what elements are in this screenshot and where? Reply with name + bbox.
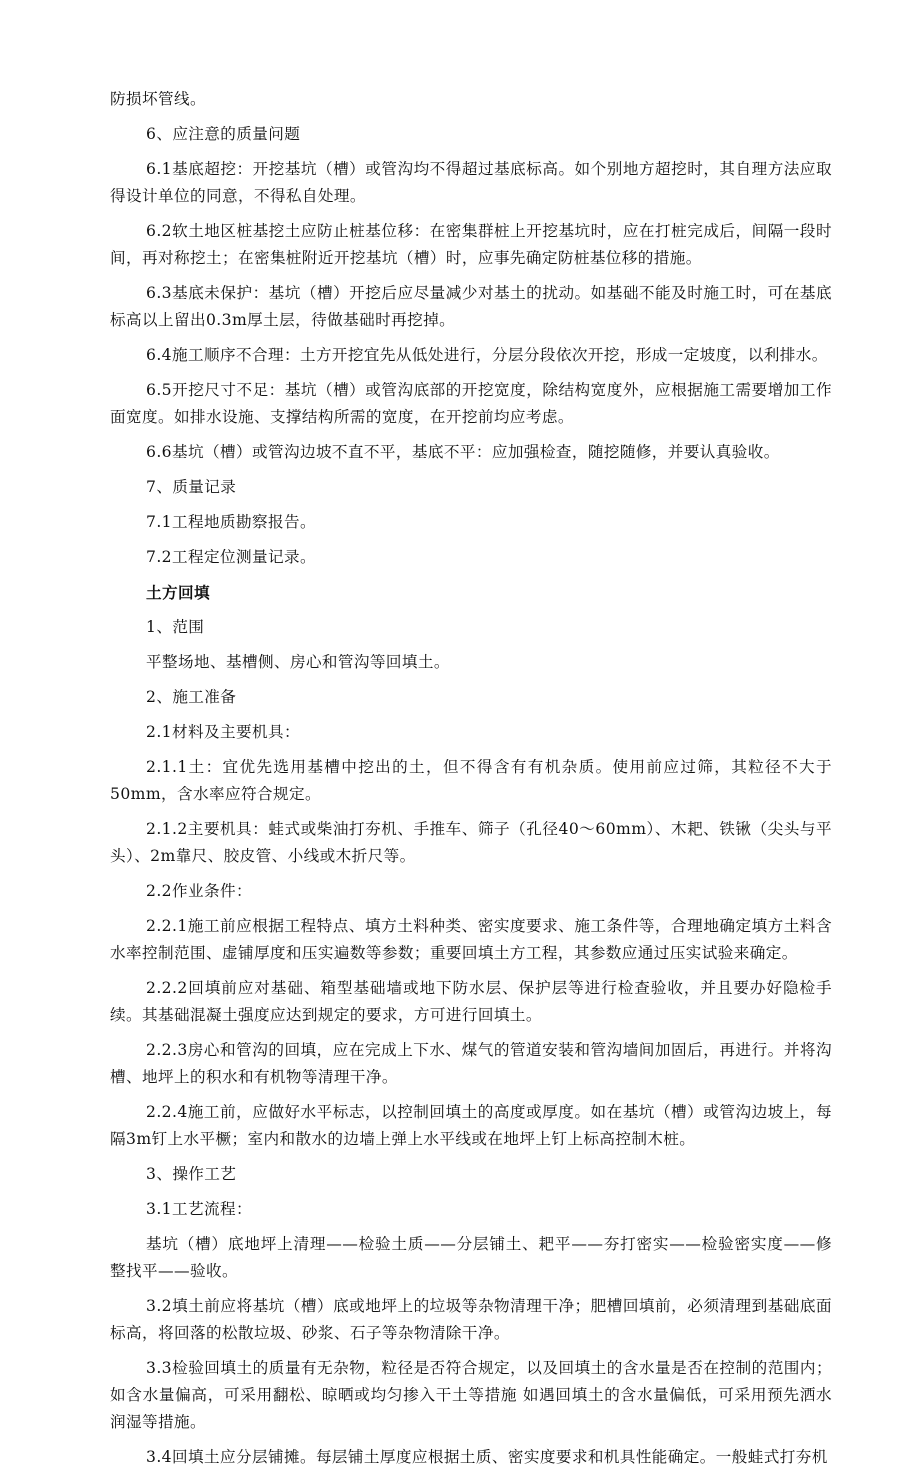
paragraph-7-1: 7.1工程地质勘察报告。 [146, 513, 316, 531]
section-heading-quality-records: 7、质量记录 [146, 478, 237, 496]
paragraph-6-2: 6.2软土地区桩基挖土应防止桩基位移：在密集群桩上开挖基坑时，应在打桩完成后，间隔一段时间，再对称挖土；在密集桩附近开挖基坑（槽）时，应事先确定防桩基位移的措施。 [110, 222, 832, 267]
paragraph-2-2: 2.2作业条件： [146, 882, 252, 900]
paragraph-3-4: 3.4回填土应分层铺摊。每层铺土厚度应根据土质、密实度要求和机具性能确定。一般蛙式打夯机 [146, 1448, 828, 1466]
paragraph-6-1: 6.1基底超挖：开挖基坑（槽）或管沟均不得超过基底标高。如个别地方超挖时，其自理方法应取得设计单位的同意，不得私自处理。 [110, 160, 832, 205]
paragraph-7-2: 7.2工程定位测量记录。 [146, 548, 316, 566]
section-heading-process: 3、操作工艺 [146, 1165, 237, 1183]
paragraph-3-2: 3.2填土前应将基坑（槽）底或地坪上的垃圾等杂物清理干净；肥槽回填前，必须清理到基础底面标高，将回落的松散垃圾、砂浆、石子等杂物清除干净。 [110, 1297, 832, 1342]
paragraph-3-3: 3.3检验回填土的质量有无杂物，粒径是否符合规定，以及回填土的含水量是否在控制的范围内；如含水量偏高，可采用翻松、晾晒或均匀掺入干土等措施 如遇回填土的含水量偏低，可采用预先洒水润湿等措施。 [110, 1359, 832, 1431]
section-heading-scope: 1、范围 [146, 618, 205, 636]
paragraph-2-1-1: 2.1.1土：宜优先选用基槽中挖出的土，但不得含有有机杂质。使用前应过筛，其粒径不大于50mm，含水率应符合规定。 [110, 758, 832, 803]
chapter-title-backfill: 土方回填 [146, 583, 210, 602]
paragraph-2-2-3: 2.2.3房心和管沟的回填，应在完成上下水、煤气的管道安装和管沟墙间加固后，再进行。并将沟槽、地坪上的积水和有机物等清理干净。 [110, 1041, 832, 1086]
paragraph-continuation: 防损坏管线。 [110, 90, 206, 108]
paragraph-2-2-1: 2.2.1施工前应根据工程特点、填方土料种类、密实度要求、施工条件等，合理地确定填方土料含水率控制范围、虚铺厚度和压实遍数等参数；重要回填土方工程，其参数应通过压实试验来确定。 [110, 917, 832, 962]
paragraph-2-1: 2.1材料及主要机具： [146, 723, 300, 741]
document-page [110, 86, 832, 1479]
paragraph-6-5: 6.5开挖尺寸不足：基坑（槽）或管沟底部的开挖宽度，除结构宽度外，应根据施工需要增加工作面宽度。如排水设施、支撑结构所需的宽度，在开挖前均应考虑。 [110, 381, 832, 426]
section-heading-preparation: 2、施工准备 [146, 688, 237, 706]
paragraph-6-6: 6.6基坑（槽）或管沟边坡不直不平，基底不平：应加强检查，随挖随修，并要认真验收。 [146, 443, 780, 461]
section-heading-quality-issues: 6、应注意的质量问题 [146, 125, 301, 143]
paragraph-2-2-4: 2.2.4施工前，应做好水平标志，以控制回填土的高度或厚度。如在基坑（槽）或管沟边坡上，每隔3m钉上水平橛；室内和散水的边墙上弹上水平线或在地坪上钉上标高控制木桩。 [110, 1103, 832, 1148]
paragraph-3-1: 3.1工艺流程： [146, 1200, 252, 1218]
paragraph-6-4: 6.4施工顺序不合理：土方开挖宜先从低处进行，分层分段依次开挖，形成一定坡度，以利排水。 [146, 346, 828, 364]
paragraph-6-3: 6.3基底未保护：基坑（槽）开挖后应尽量减少对基土的扰动。如基础不能及时施工时，可在基底标高以上留出0.3m厚土层，待做基础时再挖掉。 [110, 284, 832, 329]
paragraph-process-flow: 基坑（槽）底地坪上清理——检验土质——分层铺土、耙平——夯打密实——检验密实度——修整找平——验收。 [110, 1235, 832, 1280]
paragraph-2-2-2: 2.2.2回填前应对基础、箱型基础墙或地下防水层、保护层等进行检查验收，并且要办好隐检手续。其基础混凝土强度应达到规定的要求，方可进行回填土。 [110, 979, 832, 1024]
paragraph-2-1-2: 2.1.2主要机具：蛙式或柴油打夯机、手推车、筛子（孔径40～60mm）、木耙、铁锹（尖头与平头）、2m靠尺、胶皮管、小线或木折尺等。 [110, 820, 832, 865]
paragraph-scope: 平整场地、基槽侧、房心和管沟等回填土。 [146, 653, 450, 671]
